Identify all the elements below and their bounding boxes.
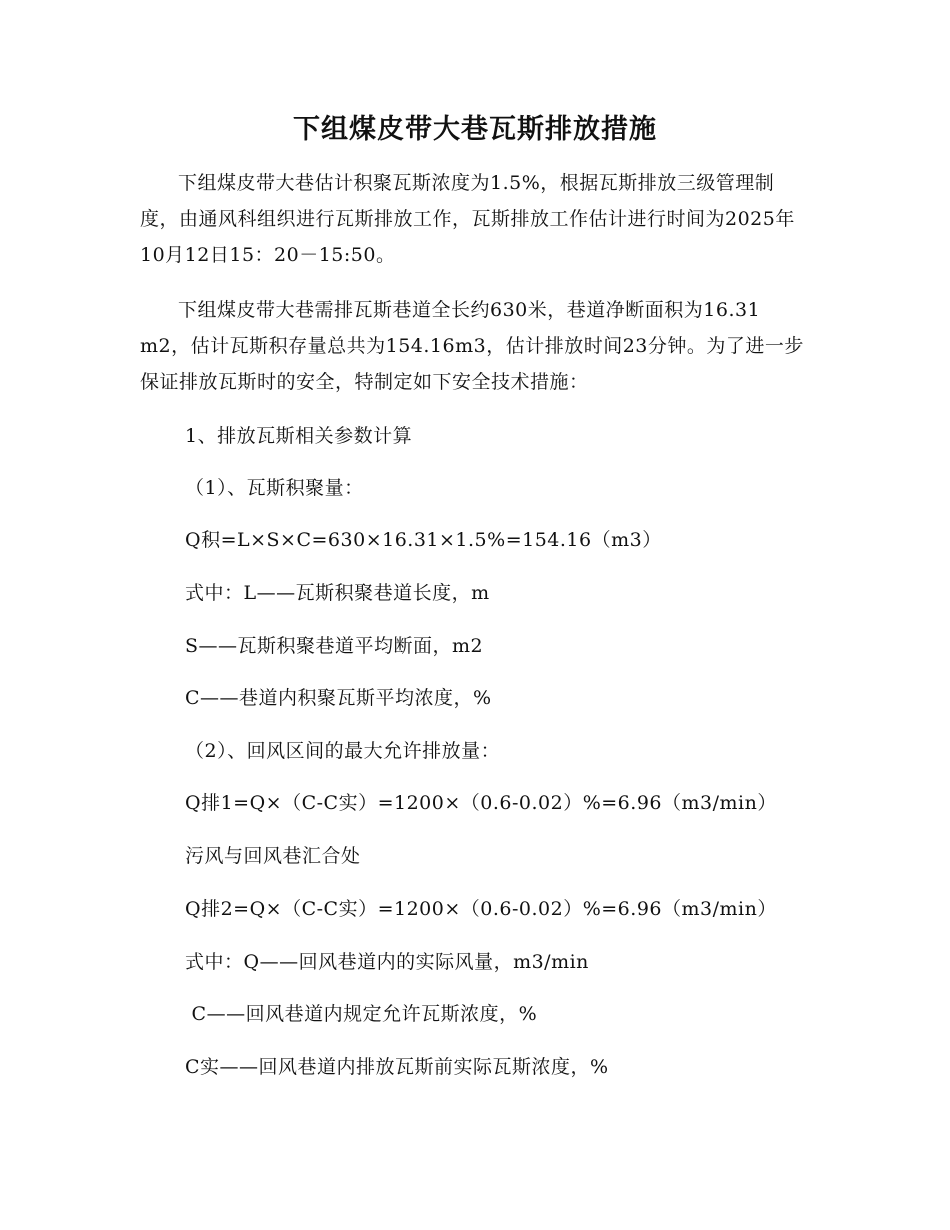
- note-junction: 污风与回风巷汇合处: [185, 845, 361, 867]
- intro-paragraph-1: 下组煤皮带大巷估计积聚瓦斯浓度为1.5%，根据瓦斯排放三级管理制度，由通风科组织进行瓦斯排放工作，瓦斯排放工作估计进行时间为2025年10月12日15：20－15:50。: [140, 172, 795, 266]
- definition-c-allowed: C——回风巷道内规定允许瓦斯浓度，%: [185, 1003, 538, 1025]
- formula-q-discharge-2: Q排2=Q×（C-C实）=1200×（0.6-0.02）%=6.96（m3/min）: [185, 898, 777, 920]
- formula-q-discharge-1: Q排1=Q×（C-C实）=1200×（0.6-0.02）%=6.96（m3/min）: [185, 792, 777, 814]
- intro-paragraph-2: 下组煤皮带大巷需排瓦斯巷道全长约630米，巷道净断面积为16.31 m2，估计瓦斯积存量总共为154.16m3，估计排放时间23分钟。为了进一步保证排放瓦斯时的安全，特制定如下安全技术措施：: [140, 299, 804, 393]
- subsection-max-discharge: （2）、回风区间的最大允许排放量：: [185, 740, 501, 762]
- section-heading-parameters: 1、排放瓦斯相关参数计算: [185, 425, 413, 447]
- definition-q: 式中：Q——回风巷道内的实际风量，m3/min: [185, 951, 589, 973]
- definition-c: C——巷道内积聚瓦斯平均浓度，%: [185, 687, 492, 709]
- subsection-gas-accumulation: （1）、瓦斯积聚量：: [185, 477, 364, 499]
- definition-s: S——瓦斯积聚巷道平均断面，m2: [185, 635, 484, 657]
- document-title: 下组煤皮带大巷瓦斯排放措施: [293, 114, 657, 145]
- formula-q-accumulation: Q积=L×S×C=630×16.31×1.5%=154.16（m3）: [185, 529, 662, 551]
- definition-l: 式中：L——瓦斯积聚巷道长度，m: [185, 582, 490, 604]
- definition-c-actual: C实——回风巷道内排放瓦斯前实际瓦斯浓度，%: [185, 1056, 609, 1078]
